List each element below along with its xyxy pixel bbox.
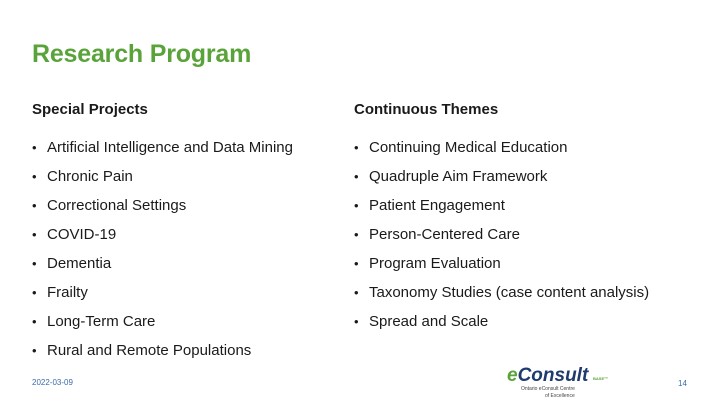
- bullet-icon: •: [354, 140, 359, 155]
- list-item: • Spread and Scale: [354, 313, 489, 330]
- bullet-icon: •: [354, 198, 359, 213]
- special-projects-list: [32, 139, 352, 371]
- list-item: • Frailty: [32, 284, 88, 301]
- logo-base-mark: BASE™: [593, 376, 609, 381]
- bullet-icon: •: [32, 256, 37, 271]
- bullet-icon: •: [354, 314, 359, 329]
- bullet-icon: •: [32, 343, 37, 358]
- continuous-themes-list: [354, 139, 714, 342]
- list-item: • Continuing Medical Education: [354, 139, 568, 156]
- footer-date: 2022-03-09: [32, 378, 73, 387]
- special-projects-column: [32, 101, 352, 371]
- list-item: • Program Evaluation: [354, 255, 501, 272]
- list-item: • Long-Term Care: [32, 313, 156, 330]
- bullet-icon: •: [32, 198, 37, 213]
- bullet-icon: •: [354, 227, 359, 242]
- list-item: • Correctional Settings: [32, 197, 187, 214]
- slide-title: Research Program: [32, 40, 252, 68]
- list-item: • Patient Engagement: [354, 197, 505, 214]
- bullet-icon: •: [32, 285, 37, 300]
- list-item: • Artificial Intelligence and Data Mining: [32, 139, 293, 156]
- list-item: • Dementia: [32, 255, 112, 272]
- list-item: • Person-Centered Care: [354, 226, 520, 243]
- econsult-logo: [507, 365, 609, 400]
- continuous-themes-column: [354, 101, 714, 342]
- bullet-icon: •: [32, 227, 37, 242]
- bullet-icon: •: [32, 140, 37, 155]
- bullet-icon: •: [32, 314, 37, 329]
- bullet-icon: •: [354, 169, 359, 184]
- page-number: 14: [678, 379, 687, 388]
- list-item: • Rural and Remote Populations: [32, 342, 252, 359]
- special-projects-heading: Special Projects: [32, 101, 148, 118]
- bullet-icon: •: [32, 169, 37, 184]
- bullet-icon: •: [354, 256, 359, 271]
- logo-subtitle-line2: of Excellence: [545, 393, 575, 399]
- logo-wordmark: eConsult: [507, 365, 589, 386]
- list-item: • Quadruple Aim Framework: [354, 168, 548, 185]
- logo-subtitle-line1: Ontario eConsult Centre: [521, 386, 575, 392]
- list-item: • COVID-19: [32, 226, 117, 243]
- list-item: • Chronic Pain: [32, 168, 133, 185]
- continuous-themes-heading: Continuous Themes: [354, 101, 499, 118]
- list-item: • Taxonomy Studies (case content analysis): [354, 284, 650, 301]
- bullet-icon: •: [354, 285, 359, 300]
